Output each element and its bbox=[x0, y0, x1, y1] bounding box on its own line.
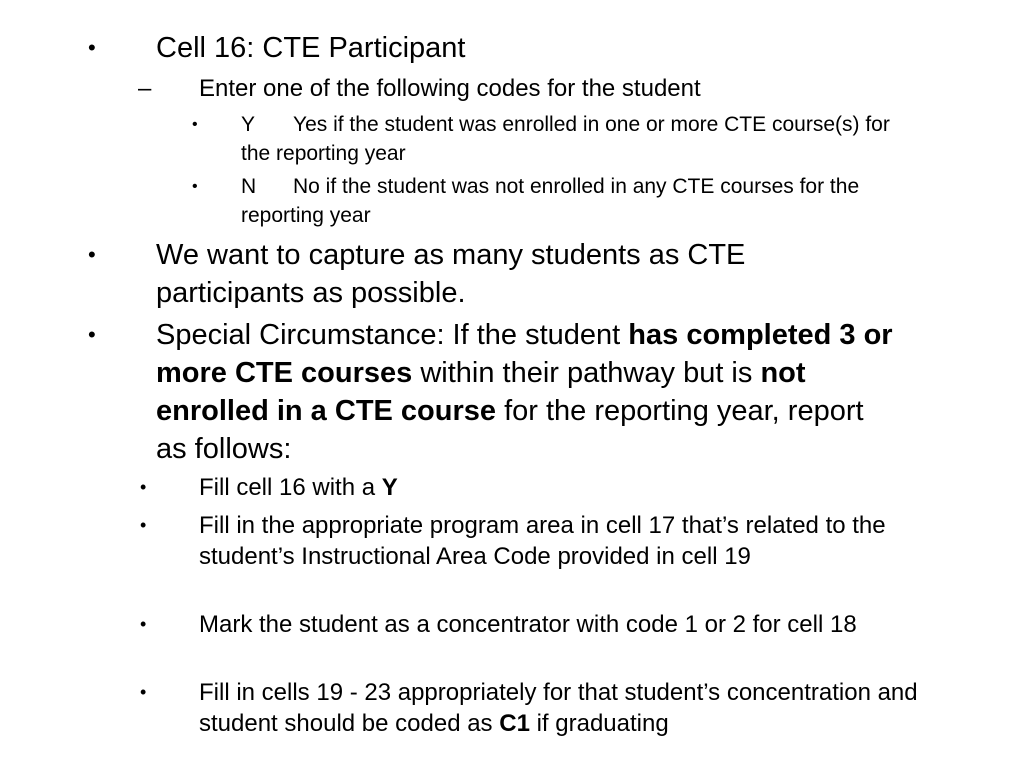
special-part1: Special Circumstance: If the student bbox=[156, 319, 629, 351]
fill19-text bbox=[199, 677, 944, 739]
fill19-bold: C1 bbox=[499, 710, 530, 737]
code-y-text bbox=[241, 110, 921, 168]
mark18-text: Mark the student as a concentrator with code 1 or 2 for cell 18 bbox=[199, 611, 857, 638]
code-n-text bbox=[241, 172, 921, 230]
capture-text: We want to capture as many students as CTE participants as possible. bbox=[156, 239, 746, 309]
bullet-dot: • bbox=[192, 178, 198, 195]
code-n-description: No if the student was not enrolled in any CTE courses for the reporting year bbox=[241, 175, 860, 227]
fill16-bold: Y bbox=[381, 474, 398, 501]
special-part3: for the reporting year, report as follows: bbox=[156, 395, 864, 465]
cell16-heading: Cell 16: CTE Participant bbox=[156, 32, 466, 64]
code-y-description: Yes if the student was enrolled in one or more CTE course(s) for the reporting year bbox=[241, 113, 890, 165]
fill19-part1: Fill in cells 19 - 23 appropriately for that student’s concentration and student should be coded as bbox=[199, 679, 918, 737]
code-y-letter: Y bbox=[241, 113, 256, 136]
fill16-part1: Fill cell 16 with a bbox=[199, 474, 382, 501]
bullet-dot: • bbox=[88, 322, 96, 347]
dash-bullet: – bbox=[138, 75, 152, 102]
special-circumstance-text bbox=[156, 316, 896, 468]
bullet-dot: • bbox=[140, 614, 147, 634]
fill16-text bbox=[199, 472, 944, 503]
bullet-dot: • bbox=[88, 242, 96, 267]
bullet-dot: • bbox=[140, 682, 147, 702]
fill19-part2: if graduating bbox=[529, 710, 669, 737]
enter-codes-text: Enter one of the following codes for the student bbox=[199, 75, 701, 102]
bullet-dot: • bbox=[140, 515, 147, 535]
fill17-text: Fill in the appropriate program area in cell 17 that’s related to the student’s Instructional Area Code provided in cell 19 bbox=[199, 512, 886, 570]
bullet-dot: • bbox=[140, 477, 147, 497]
bullet-dot: • bbox=[88, 35, 96, 60]
special-bold1: has completed 3 or more CTE courses bbox=[156, 319, 893, 389]
bullet-dot: • bbox=[192, 116, 198, 133]
code-n-letter: N bbox=[241, 175, 257, 198]
special-part2: within their pathway but is bbox=[412, 357, 761, 389]
special-bold2: not enrolled in a CTE course bbox=[156, 357, 806, 427]
